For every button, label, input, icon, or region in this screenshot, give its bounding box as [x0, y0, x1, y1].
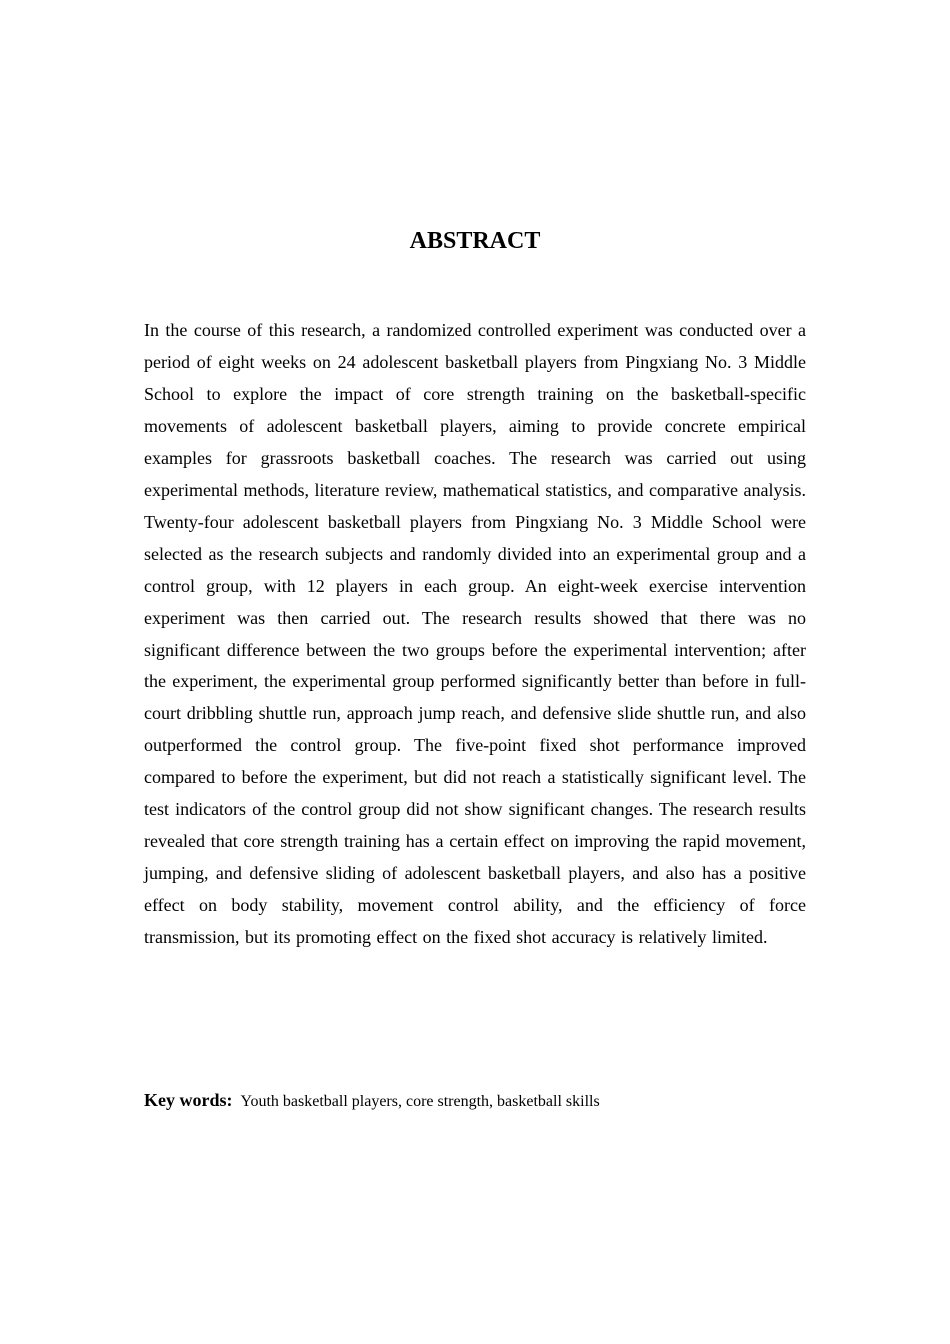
abstract-title: ABSTRACT: [409, 228, 541, 254]
keywords-text: Youth basketball players, core strength, basketball skills: [240, 1093, 600, 1110]
keywords-label: Key words:: [144, 1090, 233, 1110]
abstract-body: In the course of this research, a randomized controlled experiment was conducted over a period of eight weeks on 24 adolescent basketball players from Pingxiang No. 3 Middle School to explore the impact of core strength training on the basketball-specific movements of adolescent basketball players, aiming to provide concrete empirical examples for grassroots basketball coaches. The research was carried out using experimental methods, literature review, mathematical statistics, and comparative analysis. Twenty-four adolescent basketball players from Pingxiang No. 3 Middle School were selected as the research subjects and randomly divided into an experimental group and a control group, with 12 players in each group. An eight-week exercise intervention experiment was then carried out. The research results showed that there was no significant difference between the two groups before the experimental intervention; after the experiment, the experimental group performed significantly better than before in full-court dribbling shuttle run, approach jump reach, and defensive slide shuttle run, and also outperformed the control group. The five-point fixed shot performance improved compared to before the experiment, but did not reach a statistically significant level. The test indicators of the control group did not show significant changes. The research results revealed that core strength training has a certain effect on improving the rapid movement, jumping, and defensive sliding of adolescent basketball players, and also has a positive effect on body stability, movement control ability, and the efficiency of force transmission, but its promoting effect on the fixed shot accuracy is relatively limited.: [144, 320, 806, 948]
keywords-line: [144, 1086, 806, 1116]
